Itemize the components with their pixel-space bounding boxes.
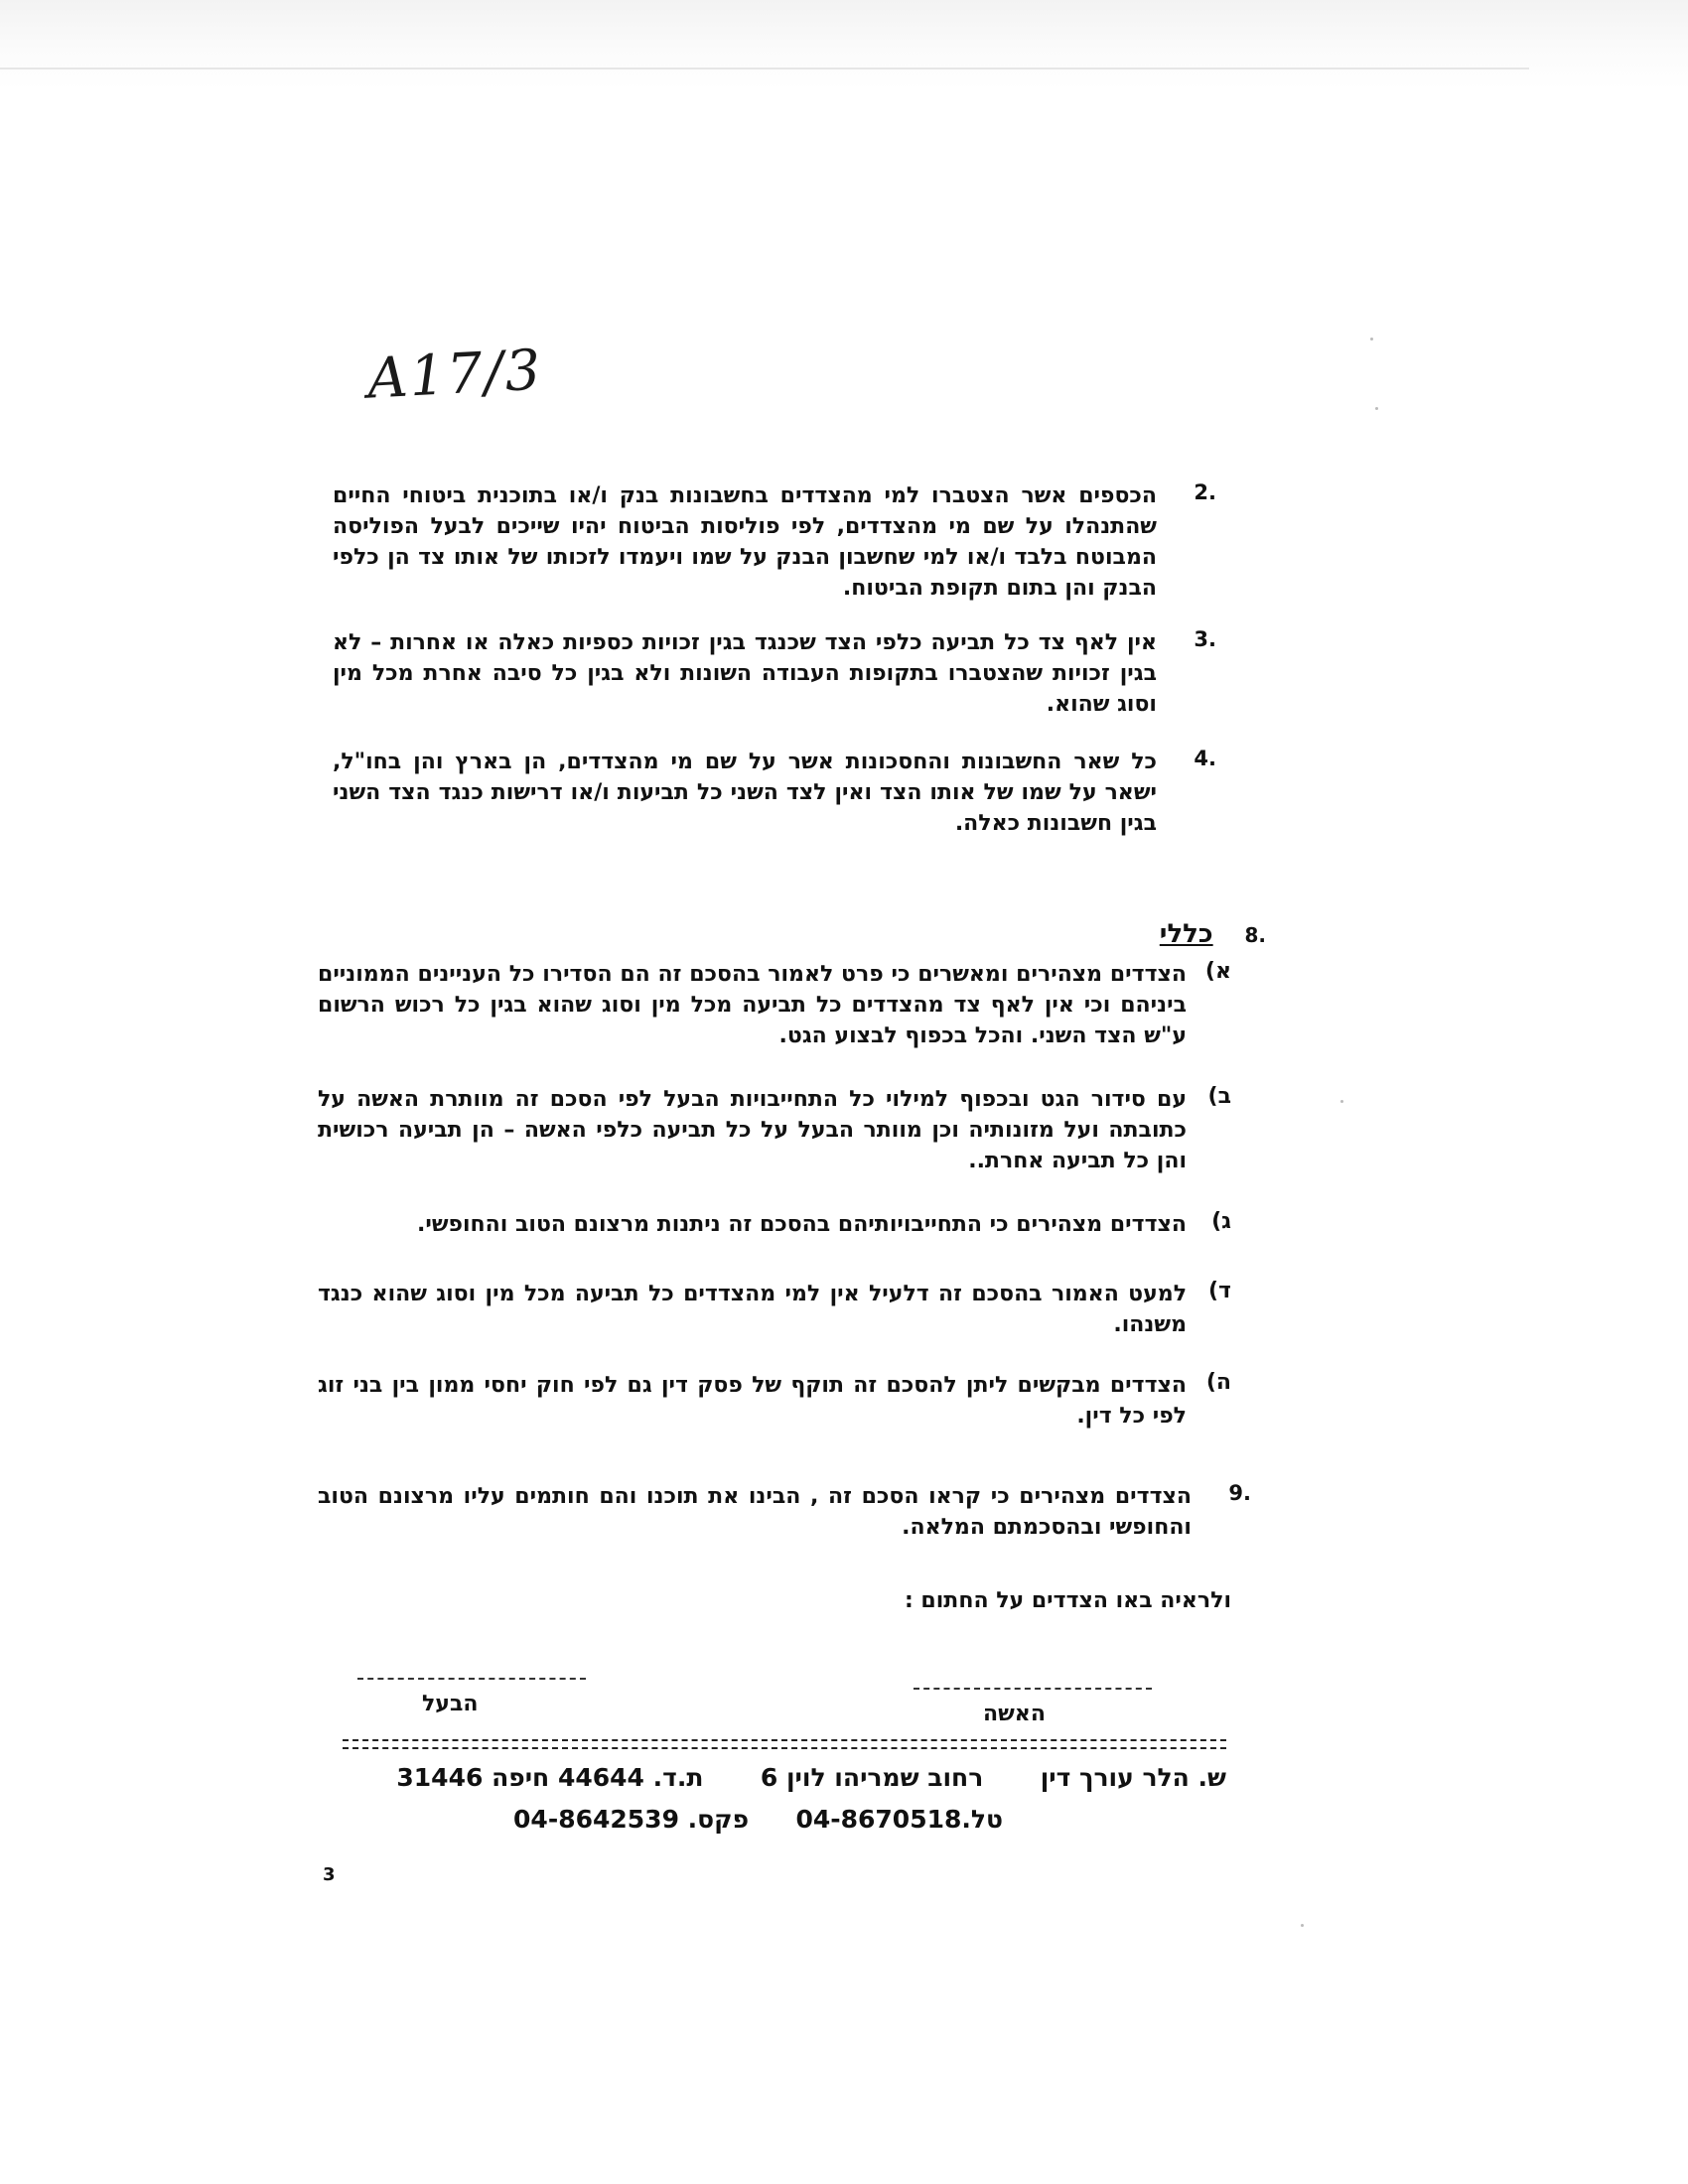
paragraph-2	[333, 480, 1216, 610]
scan-speck	[1301, 1924, 1304, 1927]
section-number: .8	[1244, 923, 1266, 947]
closing-line: ולראיה באו הצדדים על החתום :	[904, 1588, 1231, 1613]
sub-item-text: עם סידור הגט ובכפוף למילוי כל התחייבויות הבעל לפי הסכם זה מוותרת האשה על כתובתה ועל מזונותיה וכן מוותר הבעל על כל תביעה כלפי האשה – הן תביעה רכושית והן כל תביעה אחרת..	[318, 1087, 1187, 1173]
lawyer-pobox: ת.ד. 44644 חיפה 31446	[396, 1763, 704, 1792]
paragraph-3	[333, 627, 1216, 756]
sub-item-text: הצדדים מצהירים כי התחייבויותיהם בהסכם זה ניתנות מרצונם הטוב והחופשי.	[417, 1212, 1187, 1237]
sub-item-text: הצדדים מצהירים ומאשרים כי פרט לאמור בהסכם זה הם הסדירו כל העניינים הממוניים ביניהם וכי אין לאף צד מהצדדים כל תביעה מכל מין וסוג שהוא בגין כל רכוש הרשום ע"ש הצד השני. והכל בכפוף לבצוע הגט.	[318, 962, 1187, 1048]
paragraph-number: .4	[1194, 747, 1216, 770]
paragraph-text: אין לאף צד כל תביעה כלפי הצד שכנגד בגין זכויות כספיות כאלה או אחרות – לא בגין זכויות שהצטברו בתקופות העבודה השונות ולא בגין כל סיבה אחרת מכל מין וסוג שהוא.	[333, 630, 1157, 717]
scan-edge-line	[0, 68, 1529, 69]
paragraph-text: הכספים אשר הצטברו למי מהצדדים בחשבונות בנק ו/או בתוכנית ביטוחי החיים שהתנהלו על שם מי מהצדדים, לפי פוליסות הביטוח יהיו שייכים לבעל הפוליסה המבוטח בלבד ו/או למי שחשבון הבנק על שמו ויעמדו לזכותו של אותו צד הן כלפי הבנק והן בתום תקופת הביטוח.	[333, 483, 1157, 601]
scan-shading	[0, 0, 1688, 89]
paragraph-number: .3	[1194, 627, 1216, 651]
lawyer-address: רחוב שמריהו לוין 6	[760, 1763, 984, 1792]
husband-signature-line	[357, 1678, 586, 1680]
scan-speck	[1370, 338, 1373, 341]
sub-item-label: ה)	[1205, 1370, 1231, 1395]
wife-signature-line	[914, 1688, 1152, 1690]
paragraph-number: .9	[1228, 1481, 1251, 1505]
sub-item-label: א)	[1204, 959, 1231, 984]
sub-item-text: למעט האמור בהסכם זה דלעיל אין למי מהצדדים כל תביעה מכל מין וסוג שהוא כנגד משנהו.	[318, 1282, 1187, 1337]
page-number: 3	[323, 1864, 336, 1885]
sub-item-label: ב)	[1207, 1084, 1231, 1109]
wife-label: האשה	[983, 1702, 1046, 1726]
lawyer-name: ש. הלר עורך דין	[1040, 1763, 1226, 1792]
footer-divider	[343, 1739, 1226, 1749]
footer-line-1	[343, 1763, 1226, 1792]
section-title: כללי	[1159, 919, 1213, 949]
paragraph-4	[333, 747, 1216, 876]
handwritten-note: A17/3	[365, 338, 544, 412]
sub-item-label: ג)	[1211, 1209, 1231, 1234]
scan-speck	[1375, 407, 1378, 410]
lawyer-fax: פקס. 04-8642539	[513, 1805, 750, 1834]
paragraph-text: כל שאר החשבונות והחסכונות אשר על שם מי מהצדדים, הן בארץ והן בחו"ל, ישאר על שמו של אותו הצד ואין לצד השני כל תביעות ו/או דרישות כנגד הצד השני בגין חשבונות כאלה.	[333, 750, 1157, 836]
husband-label: הבעל	[422, 1692, 479, 1716]
paragraph-text: הצדדים מצהירים כי קראו הסכם זה , הבינו את תוכנו והם חותמים עליו מרצונם הטוב והחופשי ובהסכמתם המלאה.	[318, 1484, 1192, 1540]
sub-item-label: ד)	[1208, 1279, 1231, 1303]
footer-line-2	[343, 1805, 1003, 1834]
lawyer-phone: טל.04-8670518	[795, 1805, 1003, 1834]
sub-item-text: הצדדים מבקשים ליתן להסכם זה תוקף של פסק דין גם לפי חוק יחסי ממון בין בני זוג לפי כל דין.	[318, 1373, 1187, 1429]
scan-speck	[1340, 1100, 1343, 1103]
section-heading	[1092, 919, 1266, 949]
paragraph-number: .2	[1194, 480, 1216, 504]
